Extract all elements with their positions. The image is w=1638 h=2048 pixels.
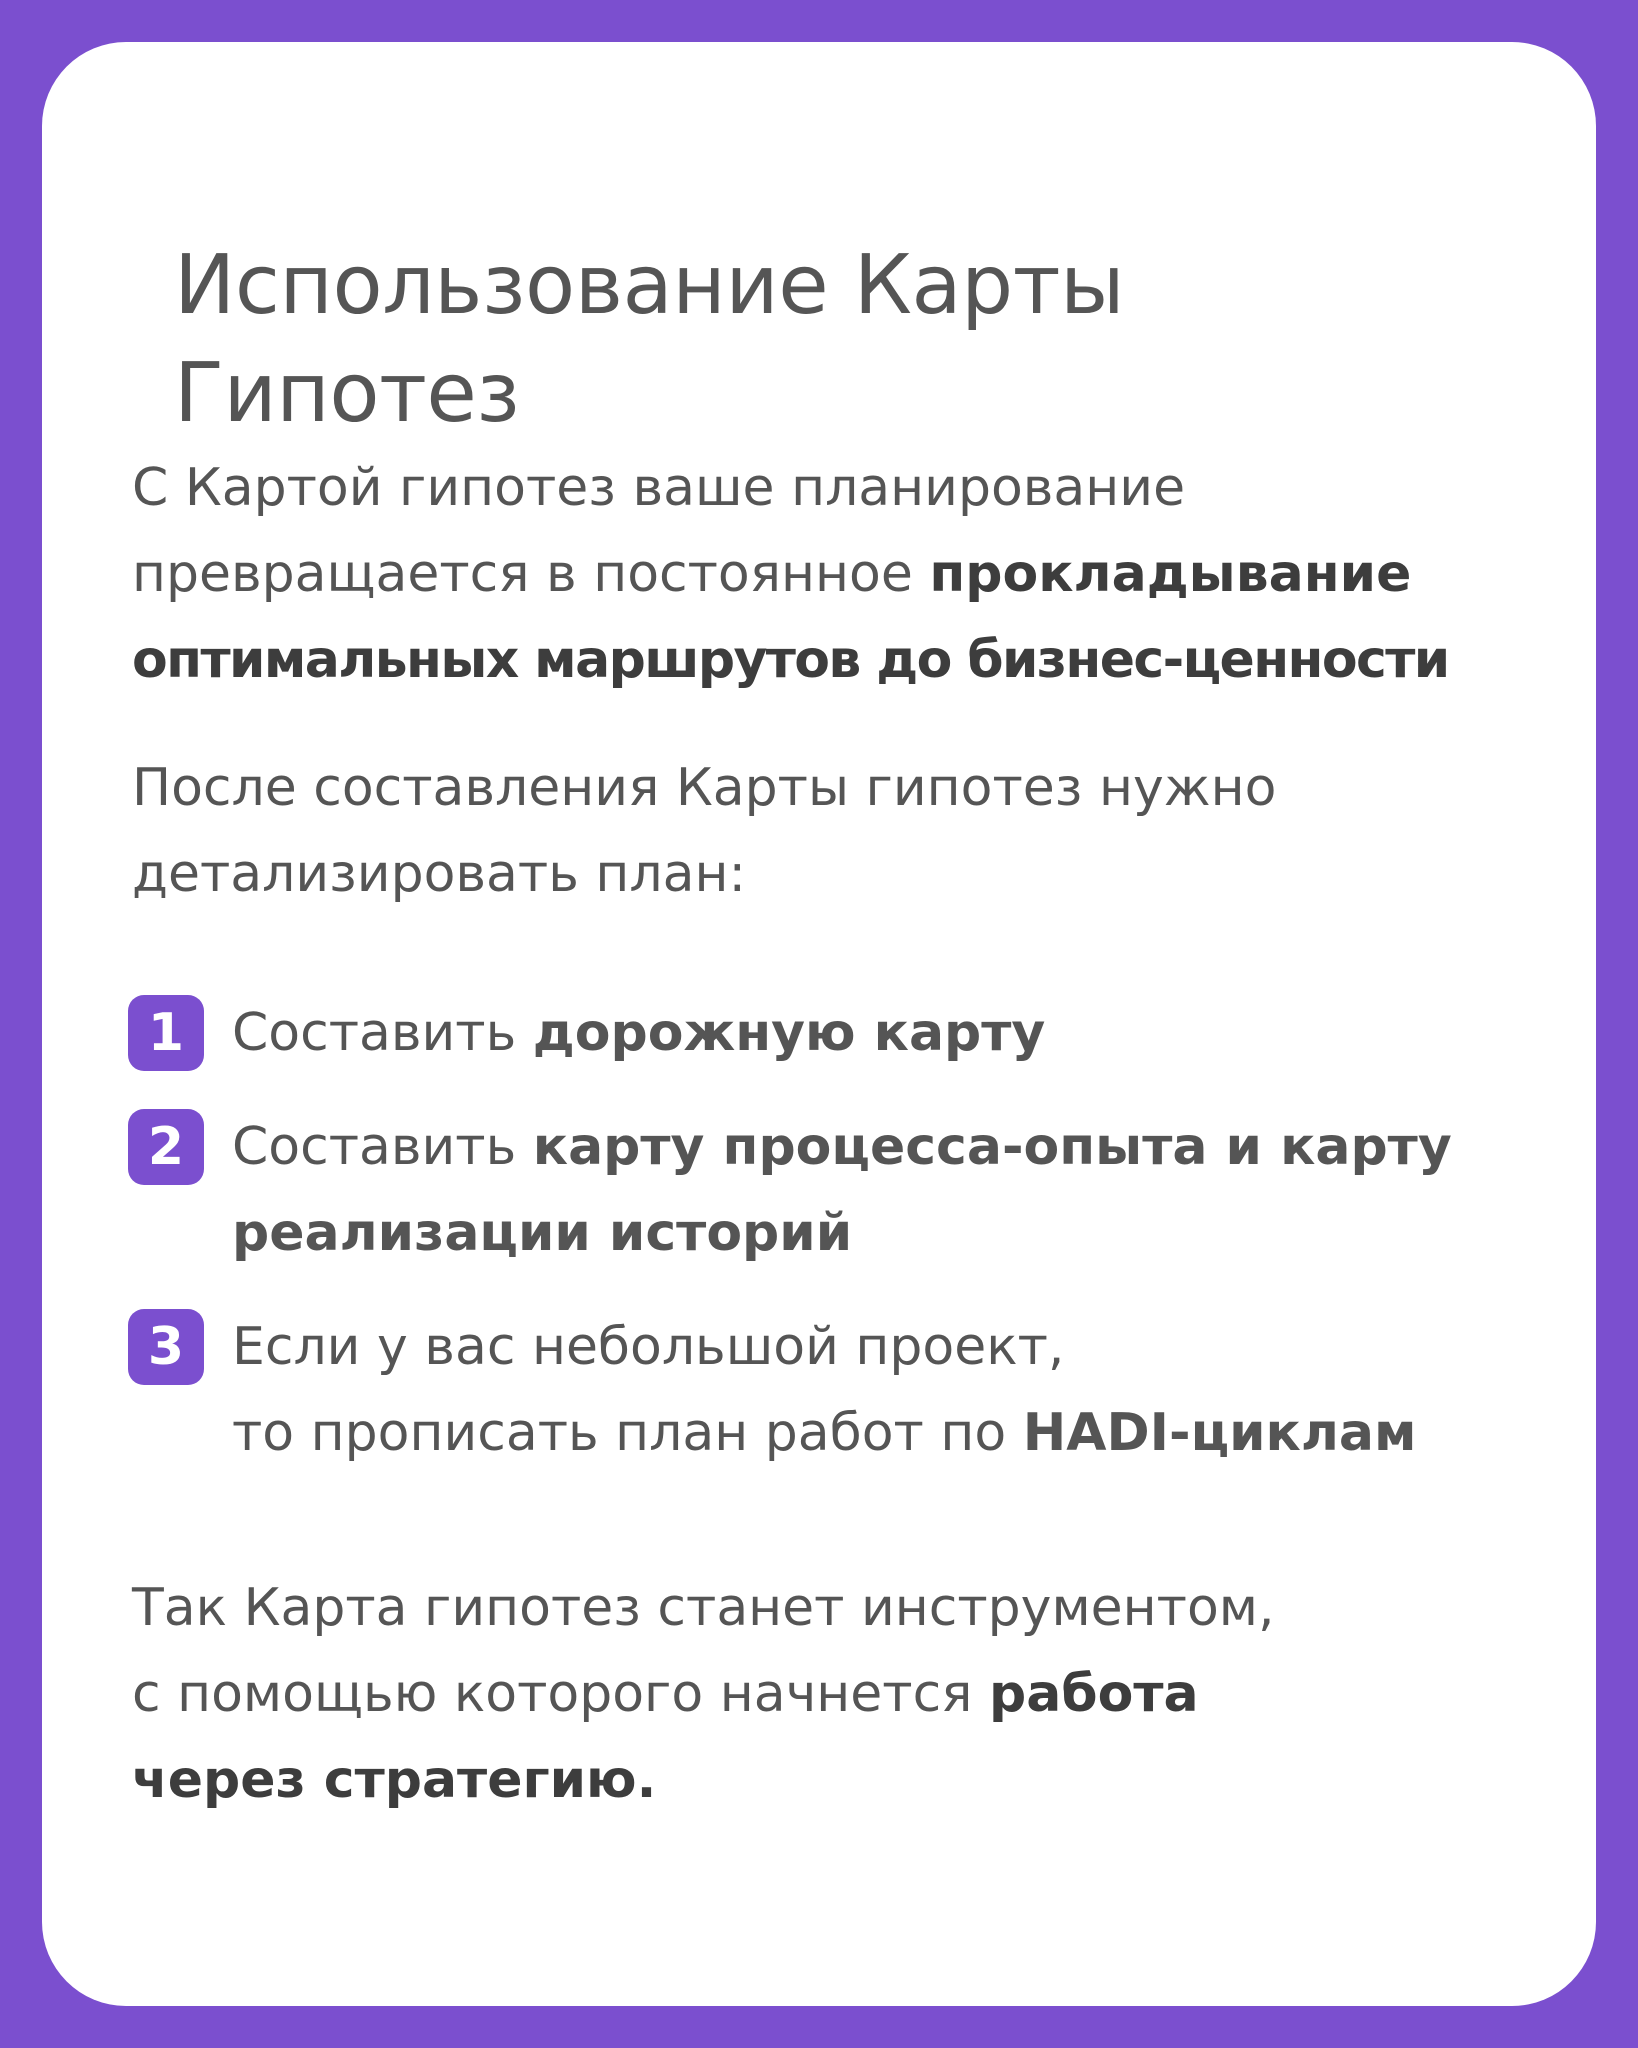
step-number-badge: 2 bbox=[128, 1109, 204, 1185]
conclusion-line-2-text: с помощью которого начнется bbox=[132, 1664, 989, 1724]
intro-line-1: С Картой гипотез ваше планирование bbox=[132, 458, 1186, 518]
step-2-emphasis-2: реализации историй bbox=[232, 1203, 853, 1263]
conclusion-line-2-emphasis: работа bbox=[988, 1664, 1199, 1724]
conclusion-line-3 bbox=[132, 1737, 1572, 1823]
conclusion-line-3-emphasis: через стратегию. bbox=[132, 1750, 657, 1810]
list-item bbox=[128, 990, 1568, 1076]
step-1-line-1 bbox=[232, 990, 1568, 1076]
conclusion-paragraph bbox=[132, 1565, 1572, 1823]
page-title bbox=[174, 232, 1554, 448]
list-item bbox=[128, 1104, 1568, 1276]
step-2-line-1 bbox=[232, 1104, 1568, 1190]
step-number-badge: 1 bbox=[128, 995, 204, 1071]
title-line-1: Использование Карты bbox=[174, 238, 1125, 333]
step-2-line-2 bbox=[232, 1190, 1568, 1276]
intro-line-2 bbox=[132, 531, 1572, 617]
intro-line-2-emphasis: прокладывание bbox=[929, 544, 1412, 604]
step-3-text: то прописать план работ по bbox=[232, 1403, 1023, 1463]
step-1-emphasis: дорожную карту bbox=[532, 1003, 1046, 1063]
step-1-text: Составить bbox=[232, 1003, 533, 1063]
intro-line-3 bbox=[132, 617, 1572, 703]
after-line-1: После составления Карты гипотез нужно bbox=[132, 758, 1277, 818]
step-3-line-1: Если у вас небольшой проект, bbox=[232, 1317, 1065, 1377]
step-number-badge: 3 bbox=[128, 1309, 204, 1385]
conclusion-line-2 bbox=[132, 1651, 1572, 1737]
step-2-emphasis: карту процесса-опыта и карту bbox=[532, 1117, 1452, 1177]
step-3-line-2 bbox=[232, 1390, 1568, 1476]
title-line-2: Гипотез bbox=[174, 346, 520, 441]
list-item bbox=[128, 1304, 1568, 1476]
intro-line-3-emphasis: оптимальных маршрутов до бизнес-ценности bbox=[132, 630, 1449, 690]
after-paragraph bbox=[132, 745, 1572, 917]
step-3-emphasis: HADI-циклам bbox=[1022, 1403, 1417, 1463]
step-2-text: Составить bbox=[232, 1117, 533, 1177]
conclusion-line-1: Так Карта гипотез станет инструментом, bbox=[132, 1578, 1275, 1638]
after-line-2: детализировать план: bbox=[132, 844, 746, 904]
intro-line-2-text: превращается в постоянное bbox=[132, 544, 930, 604]
intro-paragraph bbox=[132, 445, 1572, 703]
steps-list bbox=[128, 990, 1568, 1476]
